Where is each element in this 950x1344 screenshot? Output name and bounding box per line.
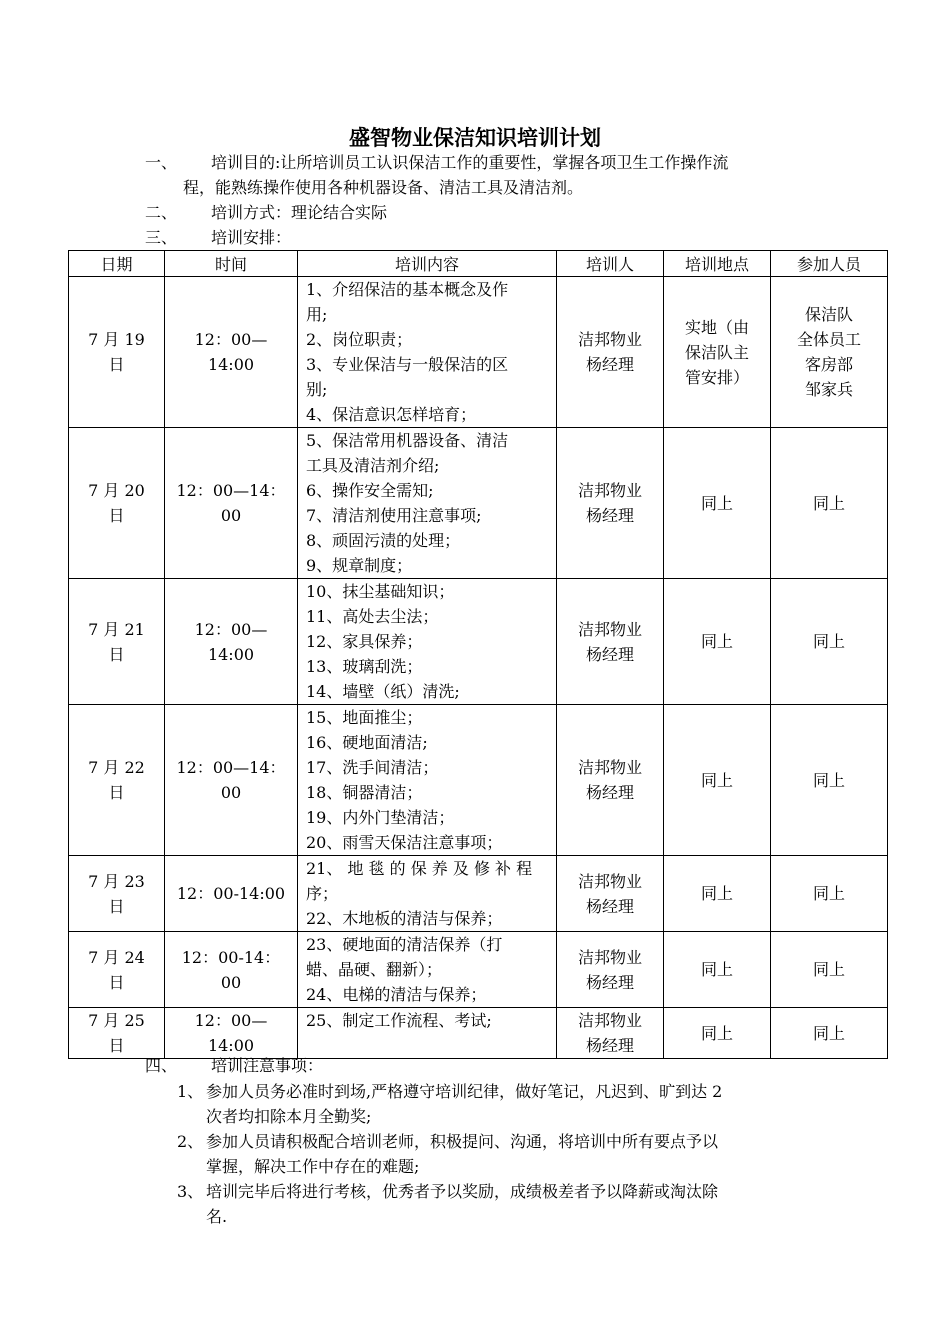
- content-line: 10、抹尘基础知识；: [306, 582, 455, 601]
- time-line: 12：00—14：: [176, 758, 286, 777]
- content-line: 19、内外门垫清洁；: [306, 808, 455, 827]
- attendees-cell: [771, 705, 888, 856]
- time-line: 00: [220, 783, 242, 802]
- section-notes: [145, 1053, 323, 1078]
- trainer-line: 洁邦物业: [577, 947, 642, 967]
- location-line: 同上: [700, 884, 733, 903]
- content-line: 16、硬地面清洁;: [306, 733, 428, 752]
- content-line: 15、地面推尘；: [306, 708, 423, 727]
- time-cell: [165, 428, 298, 579]
- section-text: 培训安排：: [211, 228, 292, 247]
- content-cell: [298, 579, 557, 705]
- content-line: 7、清洁剂使用注意事项;: [306, 506, 482, 525]
- note-number: 1、: [177, 1082, 204, 1101]
- time-line: 12：00-14：: [181, 947, 281, 967]
- trainer-line: 杨经理: [585, 644, 634, 664]
- note-line: 名.: [206, 1207, 228, 1226]
- content-cell: [298, 705, 557, 856]
- section-purpose: [145, 150, 728, 175]
- content-line: 8、顽固污渍的处理；: [306, 531, 461, 550]
- time-cell: [165, 705, 298, 856]
- content-line: 蜡、晶硬、翻新）；: [306, 960, 443, 979]
- table-row: [69, 856, 888, 932]
- date-line: 7 月 22: [88, 758, 145, 777]
- location-line: 同上: [700, 1023, 733, 1043]
- trainer-line: 杨经理: [585, 783, 634, 802]
- trainer-cell: [557, 1008, 664, 1059]
- date-line: 日: [108, 972, 125, 992]
- time-line: 12：00—: [194, 330, 268, 349]
- content-line: 用;: [306, 305, 328, 324]
- attendees-cell: [771, 277, 888, 428]
- location-cell: [664, 1008, 771, 1059]
- location-line: 同上: [700, 960, 733, 979]
- trainer-cell: [557, 856, 664, 932]
- attendees-cell: [771, 428, 888, 579]
- content-line: 23、硬地面的清洁保养（打: [306, 935, 503, 954]
- date-line: 日: [108, 355, 125, 374]
- content-line: 20、雨雪天保洁注意事项；: [306, 833, 503, 852]
- trainer-line: 洁邦物业: [577, 758, 642, 777]
- note-item: [177, 1179, 842, 1229]
- location-cell: [664, 579, 771, 705]
- note-number: 3、: [177, 1182, 204, 1201]
- content-line: 1、介绍保洁的基本概念及作: [306, 280, 509, 299]
- trainer-line: 洁邦物业: [577, 619, 642, 639]
- time-line: 14:00: [207, 1036, 255, 1055]
- content-cell: [298, 856, 557, 932]
- content-line: 6、操作安全需知;: [306, 481, 434, 500]
- trainer-cell: [557, 705, 664, 856]
- date-cell: [69, 856, 165, 932]
- note-line: 参加人员请积极配合培训老师，积极提问、沟通，将培训中所有要点予以: [206, 1132, 719, 1151]
- note-line: 参加人员务必准时到场,严格遵守培训纪律，做好笔记，凡迟到、旷到达 2: [206, 1082, 723, 1101]
- date-line: 日: [108, 783, 125, 802]
- training-schedule-table: [68, 250, 888, 1059]
- note-line: 培训完毕后将进行考核，优秀者予以奖励，成绩极差者予以降薪或淘汰除: [206, 1182, 719, 1201]
- time-line: 14:00: [207, 644, 255, 664]
- attendees-cell: [771, 932, 888, 1008]
- table-row: [69, 705, 888, 856]
- content-cell: [298, 932, 557, 1008]
- content-cell: [298, 428, 557, 579]
- attendees-line: 同上: [812, 632, 845, 651]
- trainer-line: 杨经理: [585, 506, 634, 525]
- time-cell: [165, 856, 298, 932]
- content-cell: [298, 1008, 557, 1059]
- trainer-line: 洁邦物业: [577, 1011, 642, 1030]
- content-cell: [298, 277, 557, 428]
- attendees-line: 客房部: [804, 355, 853, 374]
- date-line: 7 月 24: [88, 947, 145, 967]
- date-cell: [69, 1008, 165, 1059]
- content-line: 25、制定工作流程、考试;: [306, 1011, 492, 1030]
- time-cell: [165, 277, 298, 428]
- header-location: 培训地点: [664, 251, 771, 277]
- section-purpose-continued: 程，能熟练操作使用各种机器设备、清洁工具及清洁剂。: [183, 178, 584, 197]
- section-text: 培训方式：理论结合实际: [211, 203, 388, 222]
- date-line: 日: [108, 644, 125, 664]
- time-line: 12：00—: [194, 619, 268, 639]
- location-cell: [664, 428, 771, 579]
- location-line: 管安排）: [684, 367, 749, 387]
- content-line: 2、岗位职责；: [306, 330, 413, 349]
- attendees-line: 同上: [812, 770, 845, 790]
- location-line: 保洁队主: [684, 342, 749, 362]
- section-number: 一、: [145, 153, 178, 172]
- time-line: 14:00: [207, 355, 255, 374]
- content-line: 22、木地板的清洁与保养；: [306, 909, 503, 928]
- header-trainer: 培训人: [557, 251, 664, 277]
- content-line: 5、保洁常用机器设备、清洁: [306, 431, 509, 450]
- date-line: 7 月 20: [88, 481, 145, 500]
- trainer-line: 洁邦物业: [577, 871, 642, 891]
- date-line: 7 月 25: [88, 1011, 145, 1030]
- header-time: 时间: [165, 251, 298, 277]
- content-line: 17、洗手间清洁；: [306, 758, 439, 777]
- date-line: 7 月 19: [88, 330, 145, 349]
- attendees-line: 全体员工: [796, 330, 861, 349]
- content-line: 14、墙壁（纸）清洗;: [306, 682, 460, 701]
- table-row: [69, 428, 888, 579]
- location-line: 同上: [700, 632, 733, 651]
- trainer-line: 杨经理: [585, 896, 634, 916]
- content-line: 序；: [306, 884, 339, 903]
- note-item: [177, 1129, 842, 1179]
- attendees-line: 同上: [812, 1023, 845, 1043]
- location-line: 实地（由: [684, 317, 749, 337]
- trainer-line: 洁邦物业: [577, 481, 642, 500]
- date-cell: [69, 277, 165, 428]
- section-number: 三、: [145, 228, 178, 247]
- time-cell: [165, 932, 298, 1008]
- content-line: 13、玻璃刮洗；: [306, 657, 423, 676]
- trainer-cell: [557, 428, 664, 579]
- time-line: 12：00—14：: [176, 481, 286, 500]
- date-cell: [69, 579, 165, 705]
- date-line: 日: [108, 896, 125, 916]
- content-line: 别;: [306, 380, 328, 399]
- content-line: 12、家具保养；: [306, 632, 423, 651]
- attendees-line: 同上: [812, 493, 845, 513]
- content-line: 24、电梯的清洁与保养；: [306, 985, 487, 1004]
- date-line: 日: [108, 1036, 125, 1055]
- attendees-line: 邹家兵: [804, 380, 853, 399]
- attendees-line: 同上: [812, 884, 845, 903]
- content-line: 3、专业保洁与一般保洁的区: [306, 355, 509, 374]
- header-content: 培训内容: [298, 251, 557, 277]
- trainer-line: 杨经理: [585, 1036, 634, 1055]
- table-row: [69, 277, 888, 428]
- content-line: 18、铜器清洁；: [306, 783, 423, 802]
- section-number: 二、: [145, 203, 178, 222]
- date-cell: [69, 428, 165, 579]
- trainer-line: 洁邦物业: [577, 330, 642, 349]
- date-line: 7 月 21: [88, 619, 145, 639]
- trainer-cell: [557, 277, 664, 428]
- date-cell: [69, 932, 165, 1008]
- location-cell: [664, 856, 771, 932]
- trainer-cell: [557, 932, 664, 1008]
- section-number: 四、: [145, 1056, 178, 1075]
- location-cell: [664, 277, 771, 428]
- table-row: [69, 579, 888, 705]
- location-cell: [664, 705, 771, 856]
- document-title: 盛智物业保洁知识培训计划: [349, 126, 601, 150]
- location-cell: [664, 932, 771, 1008]
- time-cell: [165, 579, 298, 705]
- section-method: [145, 200, 387, 225]
- attendees-line: 保洁队: [804, 305, 853, 324]
- content-line: 9、规章制度；: [306, 556, 413, 575]
- attendees-cell: [771, 856, 888, 932]
- date-cell: [69, 705, 165, 856]
- note-number: 2、: [177, 1132, 204, 1151]
- header-attendees: 参加人员: [771, 251, 888, 277]
- table-row: [69, 1008, 888, 1059]
- attendees-cell: [771, 1008, 888, 1059]
- content-line: 21、 地 毯 的 保 养 及 修 补 程: [306, 859, 533, 878]
- time-cell: [165, 1008, 298, 1059]
- content-line: 11、高处去尘法；: [306, 607, 439, 626]
- time-line: 00: [220, 972, 242, 992]
- time-line: 00: [220, 506, 242, 525]
- content-line: 工具及清洁剂介绍;: [306, 456, 440, 475]
- trainer-line: 杨经理: [585, 972, 634, 992]
- header-date: 日期: [69, 251, 165, 277]
- table-row: [69, 932, 888, 1008]
- note-line: 次者均扣除本月全勤奖;: [206, 1107, 372, 1126]
- note-item: [177, 1079, 842, 1129]
- date-line: 日: [108, 506, 125, 525]
- date-line: 7 月 23: [88, 871, 145, 891]
- section-schedule: [145, 225, 291, 250]
- content-line: 4、保洁意识怎样培育；: [306, 405, 477, 424]
- note-line: 掌握，解决工作中存在的难题;: [206, 1157, 420, 1176]
- location-line: 同上: [700, 493, 733, 513]
- trainer-line: 杨经理: [585, 355, 634, 374]
- attendees-line: 同上: [812, 960, 845, 979]
- time-line: 12：00-14:00: [176, 884, 286, 903]
- time-line: 12：00—: [194, 1011, 268, 1030]
- table-header-row: [69, 251, 888, 277]
- location-line: 同上: [700, 770, 733, 790]
- attendees-cell: [771, 579, 888, 705]
- trainer-cell: [557, 579, 664, 705]
- section-text: 培训注意事项：: [211, 1056, 324, 1075]
- section-text: 培训目的:让所培训员工认识保洁工作的重要性，掌握各项卫生工作操作流: [211, 153, 729, 172]
